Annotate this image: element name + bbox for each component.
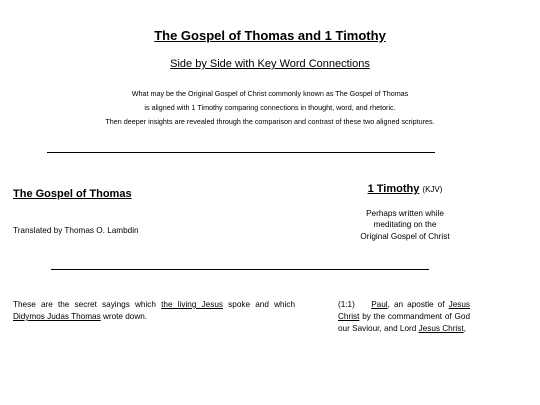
keyword-jesus-christ: Jesus Christ [418, 324, 464, 333]
section-divider [47, 152, 435, 153]
passage-text: , an apostle of [387, 300, 449, 309]
intro-line: is aligned with 1 Timothy comparing connections in thought, word, and rhetoric. [144, 103, 396, 112]
intro-line: Then deeper insights are revealed through the comparison and contrast of these two aligned scriptures. [105, 117, 435, 126]
keyword-jesus-christ: Jesus Christ [338, 300, 470, 321]
keyword-didymos-judas-thomas: Didymos Judas Thomas [13, 312, 101, 321]
timothy-note-line: Perhaps written while [366, 209, 444, 218]
intro-line: What may be the Original Gospel of Christ commonly known as The Gospel of Thomas [131, 89, 409, 98]
keyword-living-jesus: the living Jesus [161, 300, 223, 309]
passage-text: spoke and which [222, 300, 295, 309]
column-divider [51, 269, 429, 270]
verse-reference: (1:1) [338, 300, 355, 309]
translator-credit: Translated by Thomas O. Lambdin [13, 226, 139, 235]
timothy-verse-1-1 [338, 299, 470, 335]
timothy-note-line: meditating on the [373, 220, 437, 229]
passage-text: These are the secret sayings which [13, 300, 162, 309]
page-title: The Gospel of Thomas and 1 Timothy [154, 28, 386, 43]
timothy-heading-label: 1 Timothy [367, 183, 420, 195]
passage-text: , [463, 324, 466, 333]
thomas-heading: The Gospel of Thomas [13, 188, 132, 200]
passage-text: wrote down. [100, 312, 148, 321]
page-subtitle: Side by Side with Key Word Connections [170, 58, 370, 70]
timothy-note-line: Original Gospel of Christ [360, 232, 450, 241]
timothy-heading [330, 183, 480, 195]
version-label: (KJV) [422, 185, 443, 194]
keyword-paul: Paul [371, 300, 388, 309]
thomas-prologue [13, 299, 295, 323]
passage-text: by the commandment of God our Saviour, and Lord [338, 312, 470, 333]
